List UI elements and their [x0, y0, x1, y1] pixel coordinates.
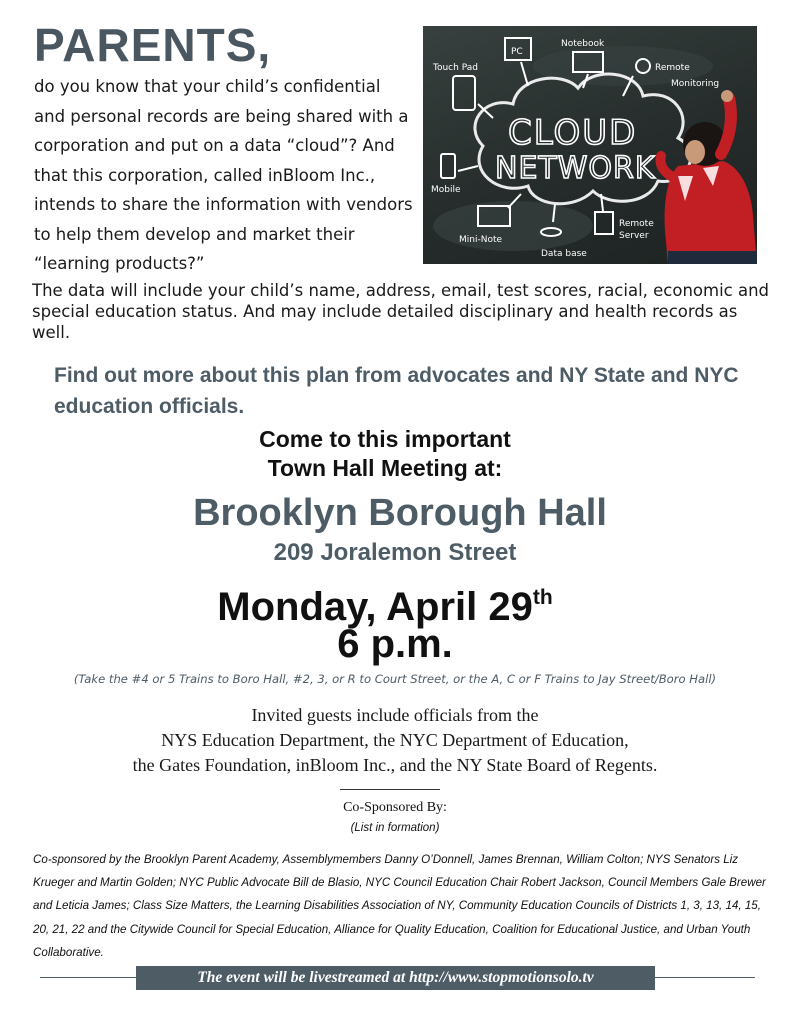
train-directions: (Take the #4 or 5 Trains to Boro Hall, #2, 3, or R to Court Street, or the A, C or F Trains to Jay Street/Boro Hall)	[73, 672, 717, 686]
come-line-1: Come to this important	[259, 426, 511, 452]
label-data-base: Data base	[541, 249, 587, 259]
venue-street: 209 Joralemon Street	[273, 539, 517, 566]
cloud-word: CLOUD	[508, 113, 638, 153]
guests-line-2: NYS Education Department, the NYC Department of Education,	[161, 730, 629, 750]
cloud-network-photo	[423, 26, 757, 264]
cosponsored-heading: Co-Sponsored By:	[343, 800, 447, 815]
meeting-date-suffix: th	[532, 586, 553, 609]
chalkboard-drawing	[423, 26, 757, 264]
label-notebook: Notebook	[561, 39, 605, 49]
label-remote-server-2: Server	[619, 231, 649, 241]
label-remote-monitoring-1: Remote	[655, 63, 690, 73]
invited-guests	[0, 703, 790, 778]
label-touch-pad: Touch Pad	[433, 63, 478, 73]
mobile-sketch	[441, 154, 455, 178]
label-pc: PC	[511, 47, 523, 57]
come-line-2: Town Hall Meeting at:	[267, 455, 503, 481]
meeting-time: 6 p.m.	[337, 622, 453, 666]
remote-server-sketch	[595, 212, 613, 234]
label-remote-monitoring-2: Monitoring	[671, 79, 720, 89]
child-figure	[660, 90, 757, 264]
details-paragraph: The data will include your child’s name, address, email, test scores, racial, economic and special education status. And may include detailed disciplinary and health records as well.	[32, 281, 770, 342]
livestream-banner: The event will be livestreamed at http://www.stopmotionsolo.tv	[136, 966, 655, 990]
label-remote-server-1: Remote	[619, 219, 654, 229]
footer-rule-left	[40, 977, 136, 978]
guests-line-3: the Gates Foundation, inBloom Inc., and the NY State Board of Regents.	[132, 755, 658, 775]
label-mini-note: Mini-Note	[459, 235, 503, 245]
network-word: NETWORK	[495, 151, 656, 186]
touch-pad-sketch	[453, 76, 475, 110]
divider	[340, 789, 440, 790]
headline: PARENTS,	[34, 19, 272, 71]
cosponsored-subheading: (List in formation)	[350, 822, 440, 834]
label-mobile: Mobile	[431, 185, 461, 195]
find-out-more: Find out more about this plan from advocates and NY State and NYC education officials.	[54, 364, 739, 418]
cosponsors-list: Co-sponsored by the Brooklyn Parent Academy, Assemblymembers Danny O’Donnell, James Brennan, William Colton; NYS Senators Liz Krueger and Martin Golden; NYC Public Advocate Bill de Blasio, NYC Council Education Chair Robert Jackson, Council Members Gale Brewer and Leticia James; Class Size Matters, the Learning Disabilities Association of NY, Community Education Councils of Districts 1, 3, 13, 14, 15, 20, 21, 22 and the Citywide Council for Special Education, Alliance for Quality Education, Coalition for Educational Justice, and Urban Youth Collaborative.	[33, 853, 766, 959]
intro-paragraph: do you know that your child’s confidential and personal records are being shared with a corporation and put on a data “cloud”? And that this corporation, called inBloom Inc., intends to share the information with vendors to help them develop and market their “learning products?”	[34, 77, 413, 273]
meeting-date-main: Monday, April 29	[217, 585, 533, 629]
footer-rule-right	[655, 977, 755, 978]
meeting-invitation	[0, 425, 770, 483]
venue-name: Brooklyn Borough Hall	[193, 492, 607, 534]
guests-line-1: Invited guests include officials from the	[251, 705, 539, 725]
